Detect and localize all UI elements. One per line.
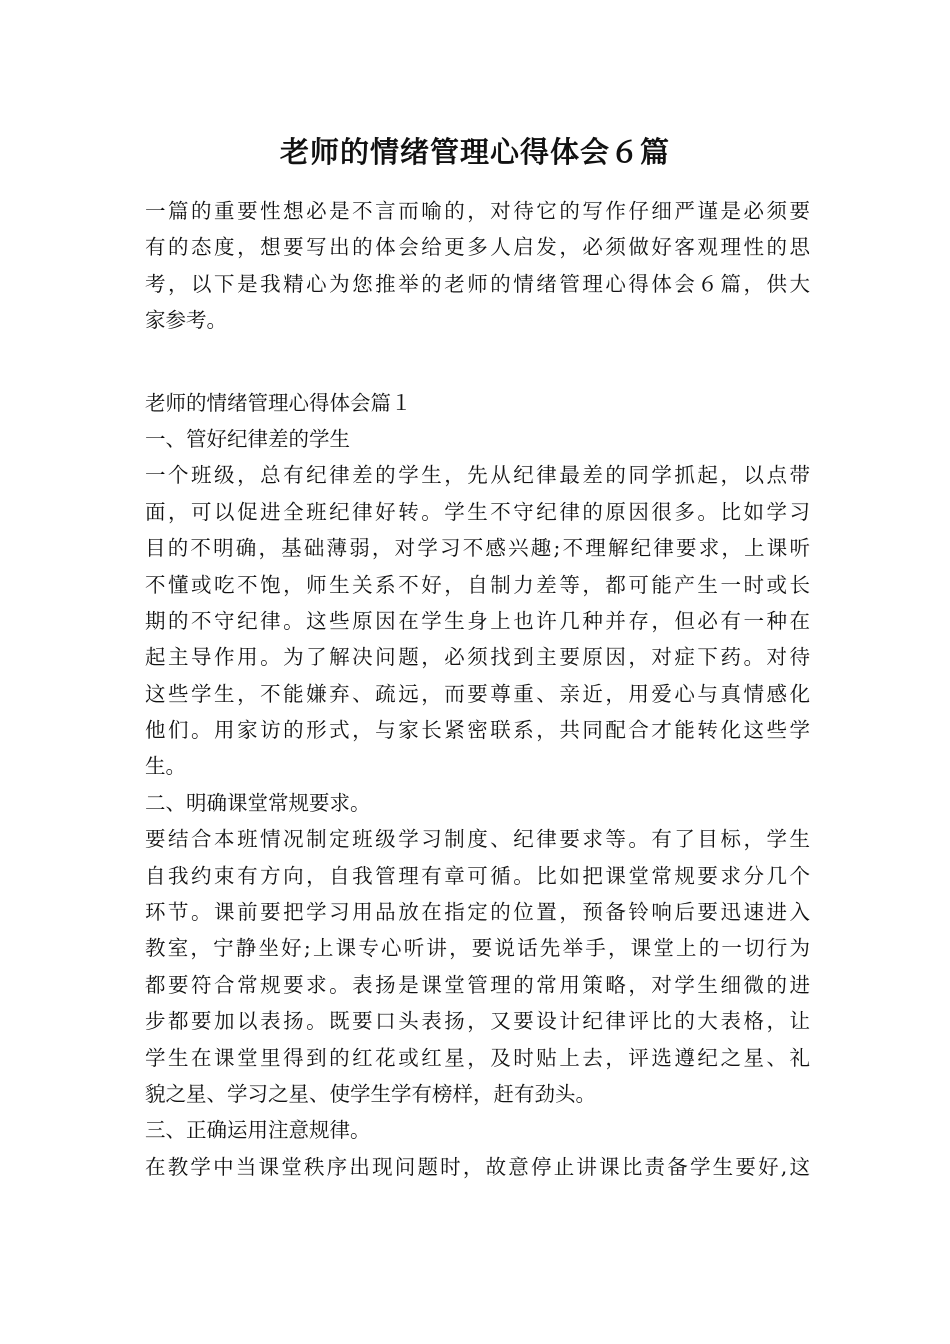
paragraph-line: 步都要加以表扬。既要口头表扬，又要设计纪律评比的大表格，让 [145,1009,810,1034]
document-body [145,193,810,1185]
intro-line: 一篇的重要性想必是不言而喻的，对待它的写作仔细严谨是必须要 [145,199,810,223]
paragraph-line: 他们。用家访的形式，与家长紧密联系，共同配合才能转化这些学 [145,718,810,743]
paragraph-line: 这些学生，不能嫌弃、疏远，而要尊重、亲近，用爱心与真情感化 [145,681,810,706]
paragraph-line: 貌之星、学习之星、使学生学有榜样，赶有劲头。 [145,1081,596,1106]
paragraph-line: 学生在课堂里得到的红花或红星，及时贴上去，评选遵纪之星、礼 [145,1045,810,1070]
paragraph-line: 不懂或吃不饱，师生关系不好，自制力差等，都可能产生一时或长 [145,572,810,597]
paragraph-line: 期的不守纪律。这些原因在学生身上也许几种并存，但必有一种在 [145,608,810,633]
point-2 [145,785,810,1113]
paragraph-line: 自我约束有方向，自我管理有章可循。比如把课堂常规要求分几个 [145,863,810,888]
paragraph-gap [145,339,810,385]
paragraph-line: 一个班级，总有纪律差的学生，先从纪律最差的同学抓起，以点带 [145,463,810,488]
paragraph-line: 面，可以促进全班纪律好转。学生不守纪律的原因很多。比如学习 [145,499,810,524]
paragraph-line: 都要符合常规要求。表扬是课堂管理的常用策略，对学生细微的进 [145,972,810,997]
intro-line: 考，以下是我精心为您推举的老师的情绪管理心得体会６篇，供大 [145,271,810,296]
section-heading: 老师的情绪管理心得体会篇１ [145,390,412,415]
paragraph-line: 教室，宁静坐好;上课专心听讲，要说话先举手，课堂上的一切行为 [145,936,810,961]
intro-line: 有的态度，想要写出的体会给更多人启发，必须做好客观理性的思 [145,235,810,260]
paragraph-line: 环节。课前要把学习用品放在指定的位置，预备铃响后要迅速进入 [145,900,810,925]
paragraph-line: 生。 [145,754,186,779]
document-title: 老师的情绪管理心得体会６篇 [279,135,670,169]
paragraph-line: 在教学中当课堂秩序出现问题时，故意停止讲课比责备学生要好,这 [145,1154,810,1179]
point-heading: 二、明确课堂常规要求。 [145,790,371,815]
intro-paragraph [145,193,810,339]
point-3 [145,1112,810,1185]
point-heading: 一、管好纪律差的学生 [145,426,350,451]
point-heading: 三、正确运用注意规律。 [145,1118,371,1143]
paragraph-line: 目的不明确，基础薄弱，对学习不感兴趣;不理解纪律要求，上课听 [145,536,810,561]
paragraph-line: 起主导作用。为了解决问题，必须找到主要原因，对症下药。对待 [145,645,810,670]
intro-line: 家参考。 [145,308,227,333]
point-1 [145,421,810,785]
paragraph-line: 要结合本班情况制定班级学习制度、纪律要求等。有了目标，学生 [145,827,810,852]
